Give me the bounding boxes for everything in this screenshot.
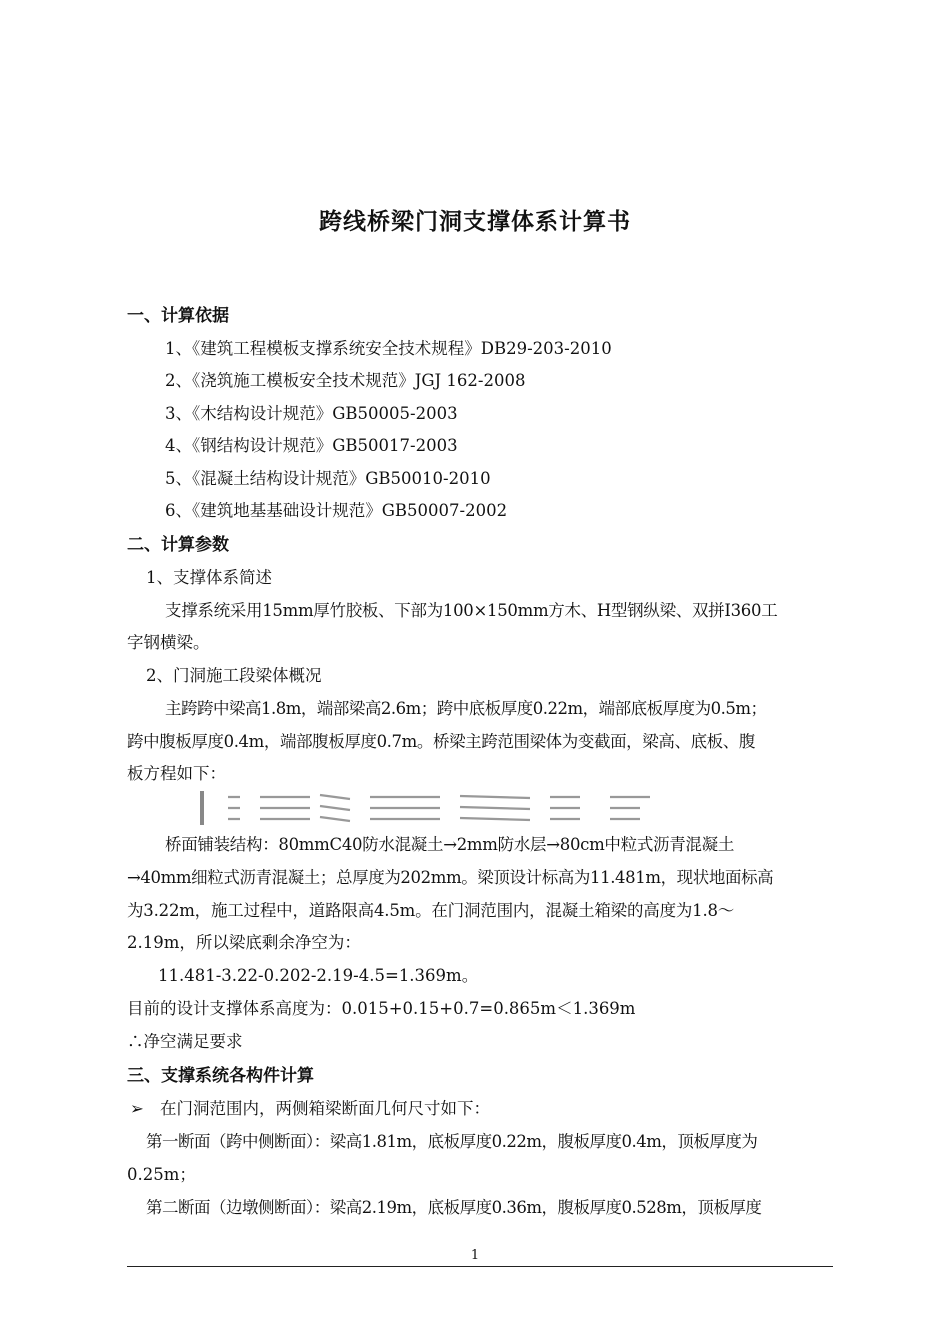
reference-item: 3、《木结构设计规范》GB50005-2003 bbox=[165, 404, 458, 423]
paragraph-line: 0.25m； bbox=[127, 1165, 196, 1184]
subheading-beam-overview: 2、门洞施工段梁体概况 bbox=[146, 666, 322, 685]
section-heading-components: 三、支撑系统各构件计算 bbox=[127, 1066, 314, 1086]
paragraph-line: 第二断面（边墩侧断面）：梁高2.19m，底板厚度0.36m，腹板厚度0.528m，顶板厚度 bbox=[146, 1198, 762, 1217]
formula-image bbox=[200, 791, 658, 825]
reference-item: 1、《建筑工程模板支撑系统安全技术规程》DB29-203-2010 bbox=[165, 339, 612, 358]
paragraph-line: →40mm细粒式沥青混凝土；总厚度为202mm。梁顶设计标高为11.481m，现状地面标高 bbox=[127, 868, 774, 887]
paragraph-line: 板方程如下： bbox=[127, 764, 226, 783]
section-heading-params: 二、计算参数 bbox=[127, 535, 229, 555]
paragraph-line: 2.19m，所以梁底剩余净空为： bbox=[127, 933, 361, 952]
section-heading-basis: 一、计算依据 bbox=[127, 306, 229, 326]
calculation-line: 目前的设计支撑体系高度为：0.015+0.15+0.7=0.865m＜1.369m bbox=[127, 999, 636, 1018]
subheading-support-overview: 1、支撑体系简述 bbox=[146, 568, 272, 587]
reference-item: 5、《混凝土结构设计规范》GB50010-2010 bbox=[165, 469, 491, 488]
paragraph-line: 跨中腹板厚度0.4m，端部腹板厚度0.7m。桥梁主跨范围梁体为变截面，梁高、底板、腹 bbox=[127, 732, 755, 751]
reference-item: 6、《建筑地基基础设计规范》GB50007-2002 bbox=[165, 501, 508, 520]
calculation-line: 11.481-3.22-0.202-2.19-4.5=1.369m。 bbox=[158, 966, 479, 985]
paragraph-line: 在门洞范围内，两侧箱梁断面几何尺寸如下： bbox=[160, 1099, 490, 1118]
paragraph-line: 第一断面（跨中侧断面）：梁高1.81m，底板厚度0.22m，腹板厚度0.4m，顶板厚度为 bbox=[146, 1132, 758, 1151]
bullet-arrow-icon: ➢ bbox=[130, 1099, 144, 1118]
reference-item: 2、《浇筑施工模板安全技术规范》JGJ 162-2008 bbox=[165, 371, 526, 390]
reference-item: 4、《钢结构设计规范》GB50017-2003 bbox=[165, 436, 458, 455]
paragraph-line: 支撑系统采用15mm厚竹胶板、下部为100×150mm方木、H型钢纵梁、双拼I360工 bbox=[165, 601, 778, 620]
paragraph-line: 桥面铺装结构：80mmC40防水混凝土→2mm防水层→80cm中粒式沥青混凝土 bbox=[165, 835, 735, 854]
paragraph-line: 为3.22m，施工过程中，道路限高4.5m。在门洞范围内，混凝土箱梁的高度为1.8～ bbox=[127, 901, 735, 920]
paragraph-line: 字钢横梁。 bbox=[127, 633, 210, 652]
conclusion-line: ∴净空满足要求 bbox=[127, 1032, 243, 1051]
page-number: 1 bbox=[470, 1248, 480, 1263]
footer-divider bbox=[127, 1266, 833, 1267]
document-title: 跨线桥梁门洞支撑体系计算书 bbox=[319, 209, 631, 235]
paragraph-line: 主跨跨中梁高1.8m，端部梁高2.6m；跨中底板厚度0.22m，端部底板厚度为0.5m； bbox=[165, 699, 767, 718]
